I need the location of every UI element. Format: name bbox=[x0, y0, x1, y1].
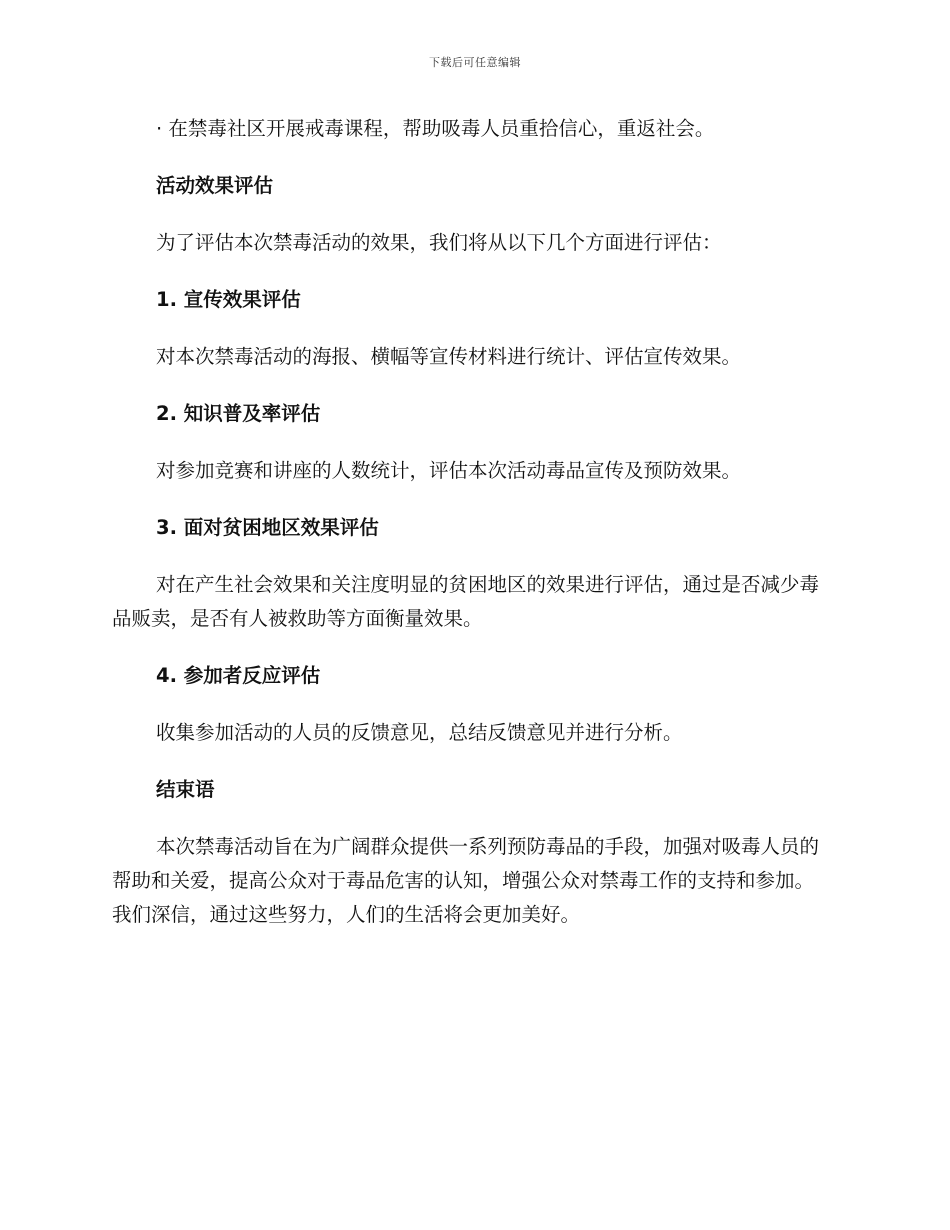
subheading-poverty-area-evaluation: 3. 面对贫困地区效果评估 bbox=[156, 516, 379, 539]
paragraph-effect-intro: 为了评估本次禁毒活动的效果，我们将从以下几个方面进行评估： bbox=[156, 231, 722, 254]
subheading-participant-feedback-evaluation: 4. 参加者反应评估 bbox=[156, 664, 321, 687]
section-heading-conclusion: 结束语 bbox=[156, 778, 215, 801]
subheading-knowledge-rate-evaluation: 2. 知识普及率评估 bbox=[156, 402, 321, 425]
document-body bbox=[112, 112, 832, 955]
paragraph-knowledge-rate-evaluation: 对参加竞赛和讲座的人数统计，评估本次活动毒品宣传及预防效果。 bbox=[156, 459, 742, 482]
paragraph-publicity-evaluation: 对本次禁毒活动的海报、横幅等宣传材料进行统计、评估宣传效果。 bbox=[156, 345, 742, 368]
bullet-item-rehab-course: · 在禁毒社区开展戒毒课程，帮助吸毒人员重拾信心，重返社会。 bbox=[156, 117, 715, 140]
paragraph-conclusion: 本次禁毒活动旨在为广阔群众提供一系列预防毒品的手段，加强对吸毒人员的帮助和关爱，提高公众对于毒品危害的认知，增强公众对禁毒工作的支持和参加。我们深信，通过这些努力，人们的生活将会更加美好。 bbox=[112, 835, 820, 926]
subheading-publicity-evaluation: 1. 宣传效果评估 bbox=[156, 288, 301, 311]
paragraph-poverty-area-evaluation: 对在产生社会效果和关注度明显的贫困地区的效果进行评估，通过是否减少毒品贩卖，是否有人被救助等方面衡量效果。 bbox=[112, 573, 820, 630]
section-heading-effect-evaluation: 活动效果评估 bbox=[156, 174, 274, 197]
paragraph-participant-feedback-evaluation: 收集参加活动的人员的反馈意见，总结反馈意见并进行分析。 bbox=[156, 721, 683, 744]
page-header: 下载后可任意编辑 bbox=[429, 56, 521, 69]
